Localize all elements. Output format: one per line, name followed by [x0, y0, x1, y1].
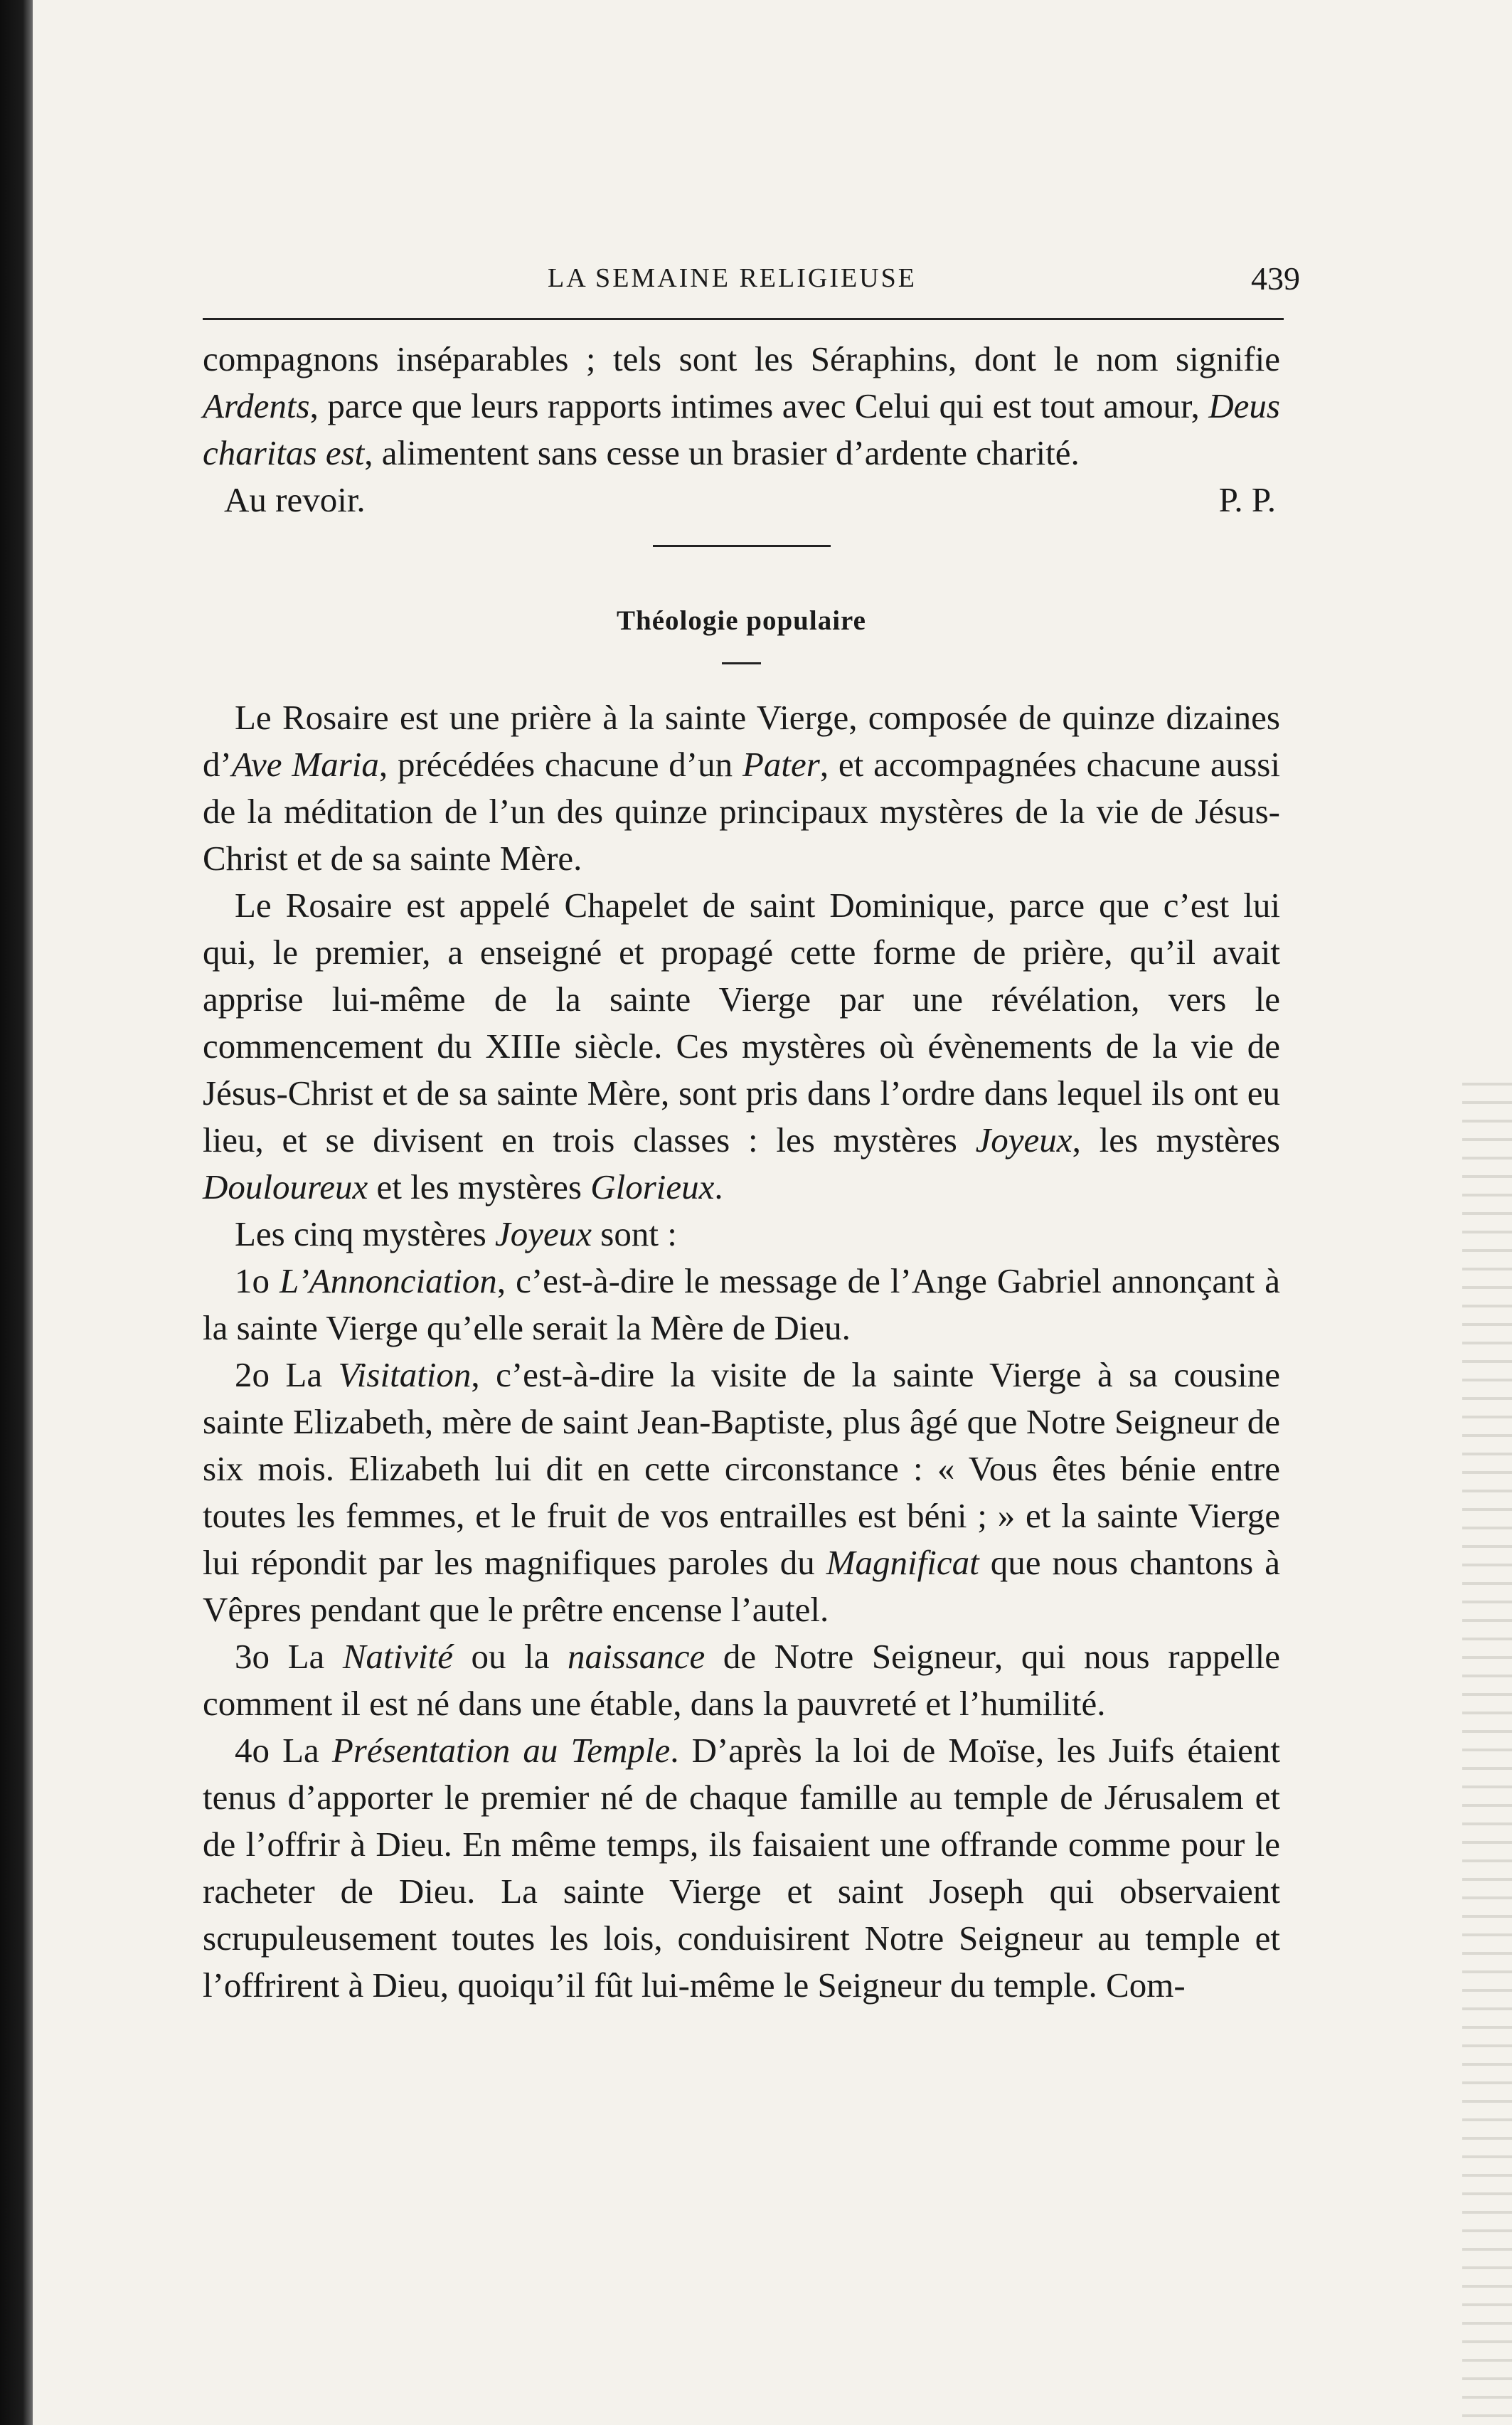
paragraph-annonciation	[203, 1258, 1280, 1352]
italic-run: Glorieux	[590, 1167, 715, 1206]
page-body	[203, 336, 1280, 2009]
text-run: Les cinq mystères	[235, 1214, 496, 1253]
title-dash	[722, 662, 761, 664]
text-run: , alimentent sans cesse un brasier d’ardente charité.	[364, 433, 1080, 472]
paragraph-nativite	[203, 1633, 1280, 1727]
text-run: , parce que leurs rapports intimes avec Celui qui est tout amour,	[309, 386, 1209, 425]
page-header	[206, 260, 1300, 302]
paragraph-rosaire-definition	[203, 694, 1280, 882]
italic-run: Ardents	[203, 386, 310, 425]
text-run: ou la	[452, 1637, 568, 1676]
italic-run: L’Annonciation	[279, 1261, 497, 1300]
paragraph-visitation	[203, 1352, 1280, 1633]
text-run: 1o	[235, 1261, 280, 1300]
signature: P. P.	[1218, 480, 1276, 519]
italic-run: Ave Maria	[231, 745, 379, 784]
text-run: , c’est-à-dire la visite de la sainte Vierge à sa cousine sainte Elizabeth, mère de saint Jean-Baptiste, plus âgé que Notre Seigneur de six mois. Elizabeth lui dit en cette circonstance : « Vous êtes bénie entre toutes les femmes, et le fruit de vos entrailles est béni ; » et la sainte Vierge lui répondit par les magnifiques paroles du	[203, 1355, 1280, 1582]
italic-run: Magnificat	[826, 1543, 979, 1582]
signoff-line	[203, 477, 1280, 524]
text-run: 3o La	[235, 1637, 343, 1676]
italic-run: Visitation	[338, 1355, 472, 1394]
italic-run: Joyeux	[495, 1214, 592, 1253]
italic-run: Joyeux	[975, 1120, 1072, 1160]
italic-run: naissance	[568, 1637, 706, 1676]
section-separator	[653, 545, 831, 547]
paragraph-joyeux-intro	[203, 1211, 1280, 1258]
text-run: .	[714, 1167, 723, 1206]
binding-edge	[0, 0, 33, 2425]
text-run: sont :	[592, 1214, 677, 1253]
text-run: , précédées chacune d’un	[378, 745, 742, 784]
text-run: , c’est-à-dire le message de l’Ange Gabriel annonçant à la sainte Vierge qu’elle serait la Mère de Dieu.	[203, 1261, 1280, 1347]
italic-run: Pater	[742, 745, 820, 784]
paragraph-presentation	[203, 1727, 1280, 2009]
text-run: , et accompagnées chacune aussi de la méditation de l’un des quinze principaux mystères de la vie de Jésus-Christ et de sa sainte Mère.	[203, 745, 1280, 878]
header-rule	[203, 318, 1284, 320]
italic-run: Nativité	[342, 1637, 453, 1676]
text-run: 2o La	[235, 1355, 339, 1394]
text-run: que nous chantons à Vêpres pendant que le prêtre encense l’autel.	[203, 1543, 1280, 1629]
text-run: Le Rosaire est appelé Chapelet de saint Dominique, parce que c’est lui qui, le premier, a enseigné et propagé cette forme de prière, qu’il avait apprise lui-même de la sainte Vierge par une révélation, vers le commencement du XIIIe siècle. Ces mystères où évènements de la vie de Jésus-Christ et de sa sainte Mère, sont pris dans l’ordre dans lequel ils ont eu lieu, et se divisent en trois classes : les mystères	[203, 886, 1280, 1160]
text-run: et les mystères	[368, 1167, 591, 1206]
page-number: 439	[1251, 260, 1300, 297]
farewell-text: Au revoir.	[224, 480, 366, 519]
paragraph-chapelet	[203, 882, 1280, 1211]
text-run: . D’après la loi de Moïse, les Juifs étaient tenus d’apporter le premier né de chaque famille au temple de Jérusalem et de l’offrir à Dieu. En même temps, ils faisaient une offrande comme pour le racheter de Dieu. La sainte Vierge et saint Joseph qui observaient scrupuleusement toutes les lois, conduisirent Notre Seigneur au temple et l’offrirent à Dieu, quoiqu’il fût lui-même le Seigneur du temple. Com-	[203, 1731, 1280, 2005]
text-run: 4o La	[235, 1731, 332, 1770]
page-edge-texture	[1462, 1067, 1512, 2419]
text-run: , les mystères	[1072, 1120, 1280, 1160]
running-title: LA SEMAINE RELIGIEUSE	[548, 263, 917, 293]
section-title: Théologie populaire	[617, 605, 866, 636]
italic-run: Deus charitas est	[203, 386, 1280, 472]
intro-paragraph	[203, 336, 1280, 477]
italic-run: Présentation au Temple	[331, 1731, 671, 1770]
text-run: compagnons inséparables ; tels sont les Séraphins, dont le nom signifie	[203, 339, 1280, 378]
italic-run: Douloureux	[203, 1167, 368, 1206]
text-run: Le Rosaire est une prière à la sainte Vierge, composée de quinze dizaines d’	[203, 698, 1280, 784]
text-run: de Notre Seigneur, qui nous rappelle comment il est né dans une étable, dans la pauvreté et l’humilité.	[203, 1637, 1280, 1723]
